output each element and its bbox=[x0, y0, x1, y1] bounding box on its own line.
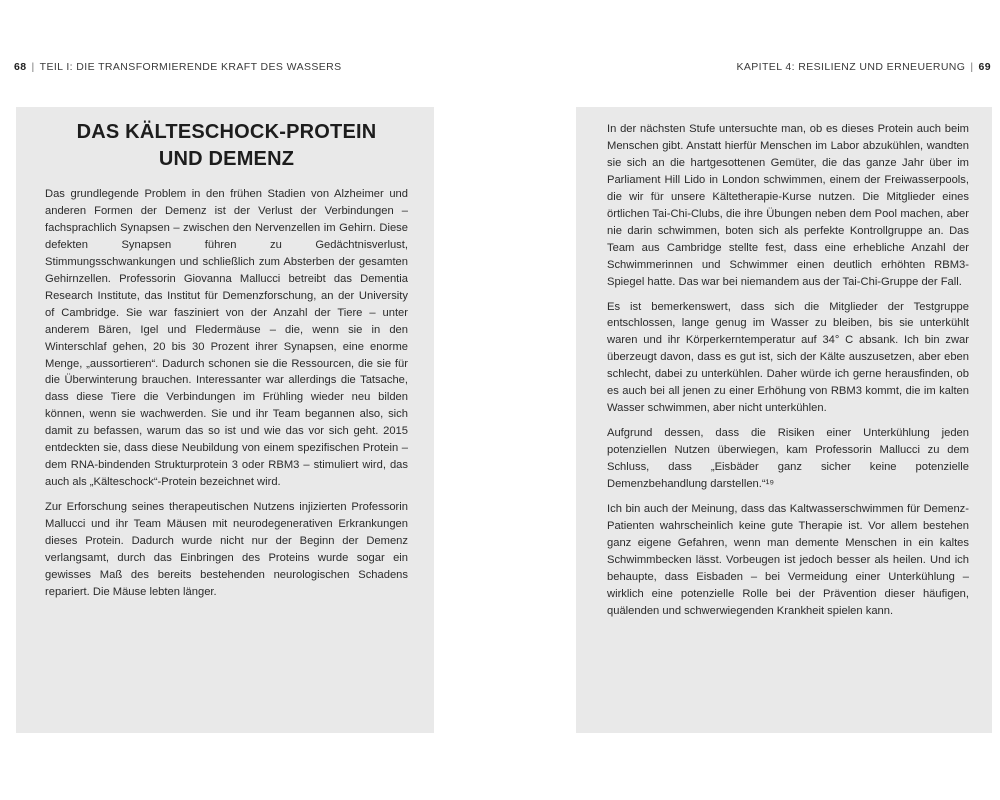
heading-line-2: UND DEMENZ bbox=[158, 148, 295, 170]
left-section-title: TEIL I: DIE TRANSFORMIERENDE KRAFT DES WASSERS bbox=[39, 61, 342, 73]
right-paragraph-4: Ich bin auch der Meinung, dass das Kaltwasserschwimmen für Demenz-Patienten wahrscheinlich keine gute Therapie ist. Vor allem bestehen ganz eigene Gefahren, wenn man demente Menschen in ein kaltes Schwimmbecken lässt. Vorbeugen ist jedoch besser als heilen. Und ich behaupte, dass Eisbaden – bei Vermeidung einer Unterkühlung – wirklich eine potenzielle Rolle bei der Prävention dieser häufigen, quälenden und schwerwiegenden Krankheit spielen kann. bbox=[607, 503, 969, 617]
right-running-head bbox=[736, 61, 991, 73]
left-paragraph-2: Zur Erforschung seines therapeutischen Nutzens injizierten Professorin Mallucci und ihr Team Mäusen mit neurodegenerativen Erkrankungen dieses Protein. Dadurch wurde nicht nur der Beginn der Demenz verlangsamt, durch das Einbringen des Proteins wurde sogar ein gewisses Maß des bereits bestehenden neurologischen Schadens repariert. Die Mäuse lebten länger. bbox=[45, 501, 408, 598]
heading-line-1: DAS KÄLTESCHOCK-PROTEIN bbox=[76, 121, 377, 143]
left-header-separator: | bbox=[31, 61, 35, 73]
right-paragraph-3: Aufgrund dessen, dass die Risiken einer Unterkühlung jeden potenziellen Nutzen überwiegen, kam Professorin Mallucci zu dem Schluss, dass „Eisbäder ganz sicher keine potenzielle Demenzbehandlung darstellen.“¹⁹ bbox=[607, 427, 969, 491]
right-page-number: 69 bbox=[978, 61, 991, 73]
left-text-box bbox=[16, 107, 434, 733]
left-running-head bbox=[14, 61, 342, 73]
right-paragraph-1: In der nächsten Stufe untersuchte man, ob es dieses Protein auch beim Menschen gibt. Anstatt hierfür Menschen im Labor abzukühlen, wandten sie sich an die hartgesottenen Gemüter, die das ganze Jahr über im Parliament Hill Lido in London schwimmen, einem der Freiwasserpools, die wir für unsere Kältetherapie-Kurse nutzen. Die Mitglieder eines örtlichen Tai-Chi-Clubs, die ihre Übungen neben dem Pool machen, aber nie darin schwimmen, boten sich als perfekte Kontrollgruppe an. Das Team aus Cambridge stellte fest, dass eine erhebliche Anzahl der Schwimmerinnen und Schwimmer einen deutlich erhöhten RBM3-Spiegel hatte. Das war bei niemandem aus der Tai-Chi-Gruppe der Fall. bbox=[607, 123, 969, 288]
left-page-number: 68 bbox=[14, 61, 27, 73]
right-text-box bbox=[576, 107, 992, 733]
right-paragraph-2: Es ist bemerkenswert, dass sich die Mitglieder der Testgruppe entschlossen, lange genug im Wasser zu bleiben, bis sie unterkühlt waren und ihr Körperkerntemperatur auf 34° C absank. Ich bin zwar überzeugt davon, dass es gut ist, sich der Kälte auszusetzen, aber eben schlecht, dabei zu unterkühlen. Daher würde ich gerne herausfinden, ob es auch bei all jenen zu einer Erhöhung von RBM3 kommt, die im kalten Wasser schwimmen, aber nicht unterkühlen. bbox=[607, 300, 969, 415]
left-paragraph-1: Das grundlegende Problem in den frühen Stadien von Alzheimer und anderen Formen der Demenz ist der Verlust der Verbindungen – fachsprachlich Synapsen – zwischen den Nervenzellen im Gehirn. Diese defekten Synapsen führen zu Gedächtnisverlust, Stimmungsschwankungen und schließlich zum Absterben der gesamten Gehirnzellen. Professorin Giovanna Mallucci betreibt das Dementia Research Institute, das Institut für Demenzforschung, an der University of Cambridge. Sie war fasziniert von der Anzahl der Tiere – unter anderem Bären, Igel und Fledermäuse – die, wenn sie in den Winterschlaf gehen, 20 bis 30 Prozent ihrer Synapsen, eine enorme Menge, „aussortieren“. Dadurch schonen sie die Ressourcen, die sie für die Überwinterung brauchen. Interessanter war allerdings die Tatsache, dass diese Tiere die Verbindungen im Frühling wieder neu bilden können, wenn sie wachwerden. Sie und ihr Team begannen also, sich damit zu befassen, warum das so ist und wie das vor sich geht. 2015 entdeckten sie, dass diese Neubildung von einem spezifischen Protein – dem RNA-bindenden Strukturprotein 3 oder RBM3 – stimuliert wird, das auch als „Kälteschock“-Protein bezeichnet wird. bbox=[45, 188, 408, 489]
box-heading bbox=[45, 119, 408, 173]
right-chapter-title: KAPITEL 4: RESILIENZ UND ERNEUERUNG bbox=[736, 61, 966, 73]
right-header-separator: | bbox=[970, 61, 974, 73]
